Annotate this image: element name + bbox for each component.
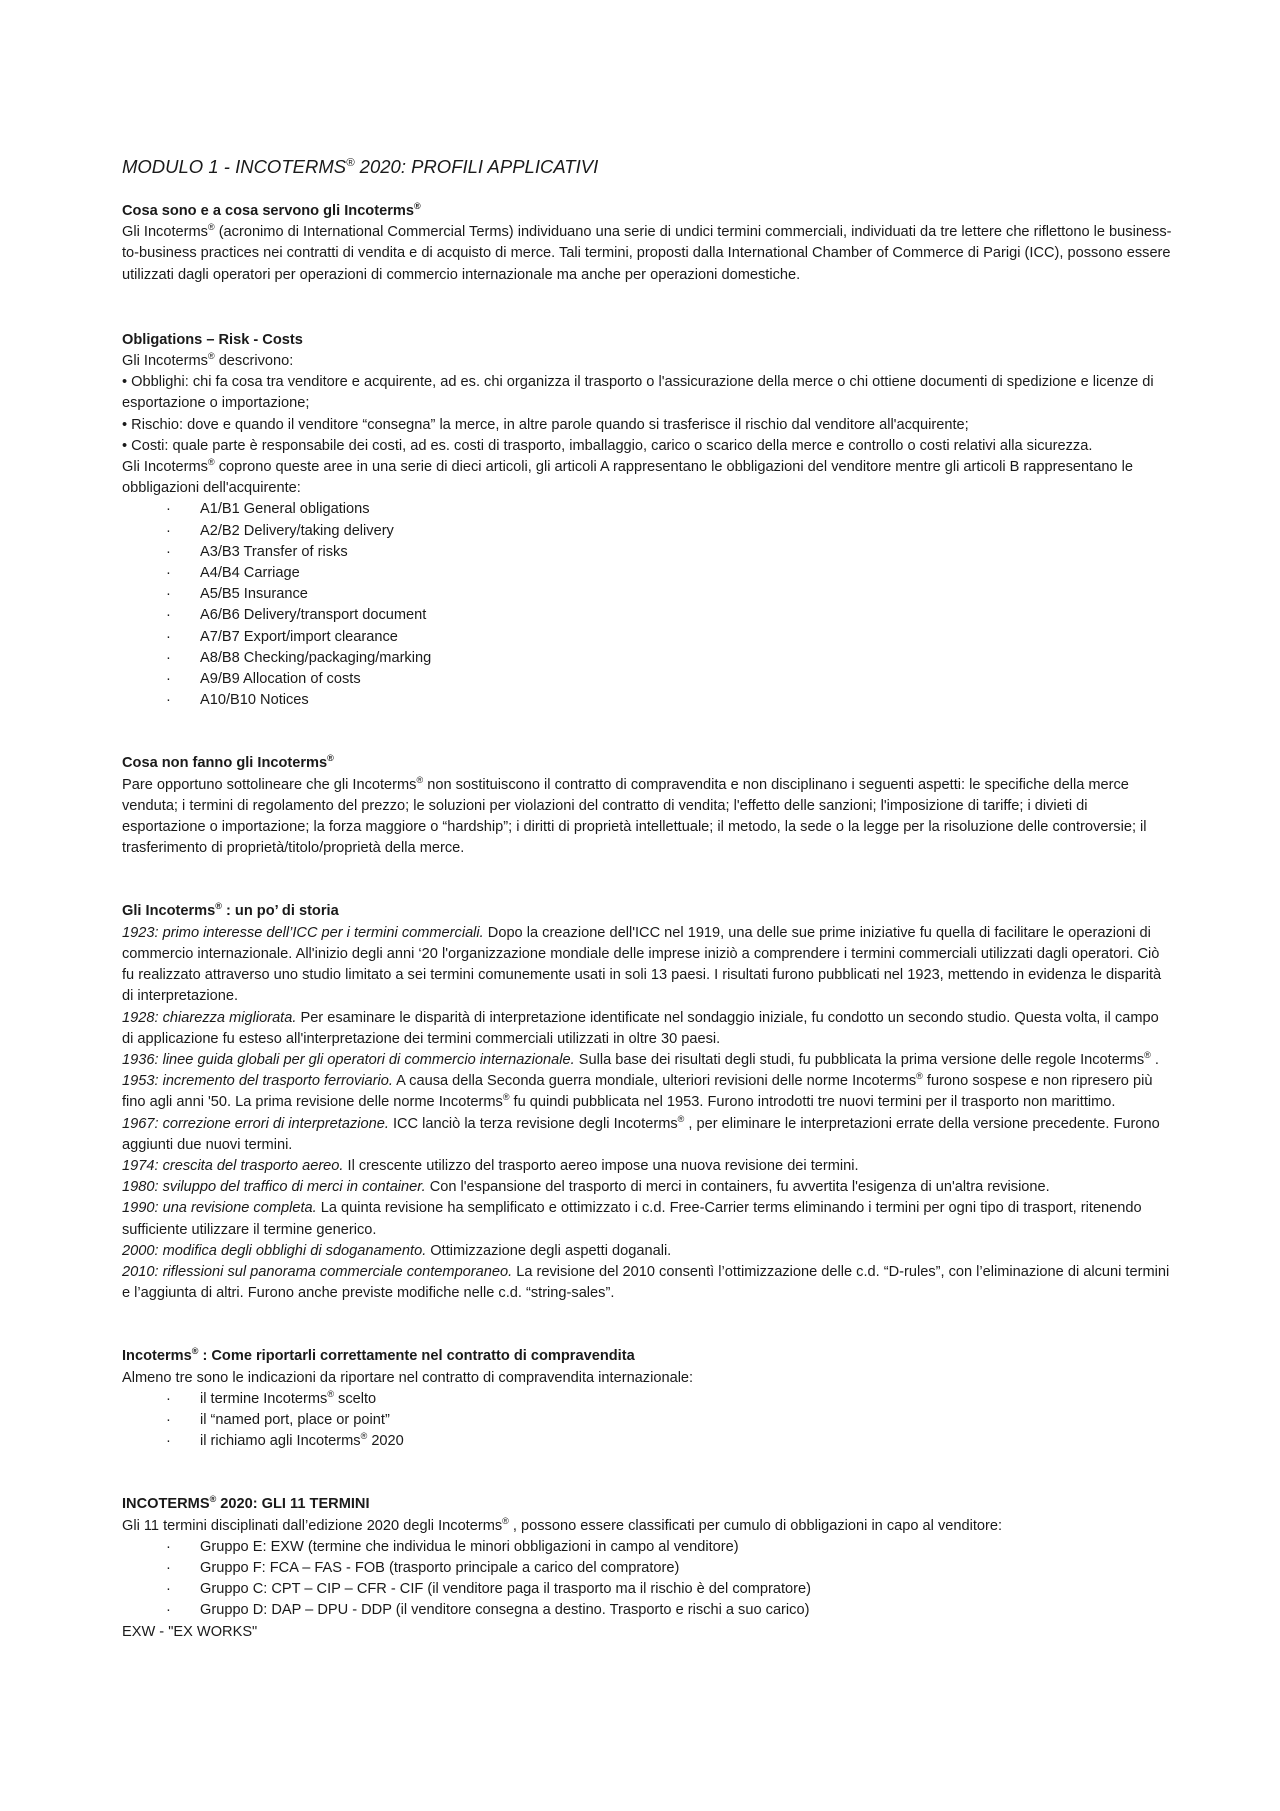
history-lead: 1928: chiarezza migliorata. (122, 1009, 297, 1026)
history-lead: 1980: sviluppo del traffico di merci in container. (122, 1179, 426, 1196)
document-title: MODULO 1 - INCOTERMS® 2020: PROFILI APPLICATIVI (122, 156, 599, 177)
list-item: · A2/B2 Delivery/taking delivery (122, 521, 1172, 542)
groups-list (122, 1537, 1172, 1622)
list-item: · A3/B3 Transfer of risks (122, 542, 1172, 563)
section-intro: Almeno tre sono le indicazioni da riportare nel contratto di compravendita internazionale: (122, 1369, 694, 1386)
history-entry (122, 1050, 1172, 1071)
registered-mark: ® (191, 1346, 199, 1357)
history-lead: 2000: modifica degli obblighi di sdoganamento. (122, 1242, 427, 1259)
registered-mark: ® (215, 901, 222, 912)
section-heading: Obligations – Risk - Costs (122, 331, 303, 348)
list-item: · A9/B9 Allocation of costs (122, 669, 1172, 690)
section-paragraph: Pare opportuno sottolineare che gli Incoterms® non sostituiscono il contratto di compravendita e non disciplinano i seguenti aspetti: le specifiche della merce venduta; i termini di regolamento del prezzo; le soluzioni per violazioni del contratto di vendita; l'effetto delle sanzioni; l'imposizione di tariffe; i divieti di esportazione o importazione; la forza maggiore o “hardship”; i diritti di proprietà intellettuale; il metodo, la sede o la legge per la risoluzione delle controversie; il trasferimento di proprietà/titolo/proprietà della merce. (122, 774, 1147, 857)
registered-mark: ® (327, 1388, 334, 1399)
history-entry (122, 1177, 1172, 1198)
section-heading: INCOTERMS® 2020: GLI 11 TERMINI (122, 1494, 370, 1513)
section-what-incoterms-dont-do (122, 753, 1172, 859)
history-entry (122, 1262, 1172, 1304)
history-text: Con l'espansione del trasporto di merci in containers, fu avvertita l'esigenza di un'altra revisione. (425, 1179, 1050, 1196)
history-text: La quinta revisione ha semplificato e ottimizzato i c.d. Free-Carrier terms eliminando i termini per ogni tipo di trasport, ritenendo sufficiente utilizzare il termine generico. (122, 1200, 1142, 1238)
registered-mark: ® (1144, 1050, 1151, 1061)
list-item: · Gruppo F: FCA – FAS - FOB (trasporto principale a carico del compratore) (122, 1558, 1172, 1579)
history-lead: 1953: incremento del trasporto ferroviario. (122, 1073, 393, 1090)
bullet-risk: • Rischio: dove e quando il venditore “consegna” la merce, in altre parole quando si trasferisce il rischio dal venditore all'acquirente; (122, 416, 969, 433)
section-paragraph: Gli Incoterms® (acronimo di International Commercial Terms) individuano una serie di undici termini commerciali, individuati da tre lettere che riflettono le business-to-business practices nei contratti di vendita e di acquisto di merce. Tali termini, proposti dalla International Chamber of Commerce di Parigi (ICC), possono essere utilizzati dagli operatori per operazioni di commercio internazionale ma anche per operazioni domestiche. (122, 222, 1172, 283)
list-item: · il “named port, place or point” (122, 1410, 1172, 1431)
section-history (122, 901, 1172, 1304)
registered-mark: ® (207, 351, 215, 362)
section-heading: Cosa sono e a cosa servono gli Incoterms® (122, 201, 421, 219)
section-intro: Gli Incoterms® descrivono: (122, 351, 294, 370)
section-how-to-report (122, 1346, 1172, 1452)
registered-mark: ® (346, 156, 355, 169)
history-entry (122, 1114, 1172, 1156)
history-lead: 1936: linee guida globali per gli operatori di commercio internazionale. (122, 1051, 575, 1068)
history-text: ICC lanciò la terza revisione degli Incoterms® , per eliminare le interpretazioni errate della versione precedente. Furono aggiunti due nuovi termini. (122, 1113, 1160, 1153)
registered-mark: ® (360, 1431, 368, 1442)
history-text: A causa della Seconda guerra mondiale, ulteriori revisioni delle norme Incoterms® furono sospese e non ripresero più fino agli anni '50. La prima revisione delle norme Incoterms® fu quindi pubblicata nel 1953. Furono introdotti tre nuovi termini per il trasporto non marittimo. (122, 1071, 1153, 1111)
registered-mark: ® (416, 774, 424, 785)
list-item: · A8/B8 Checking/packaging/marking (122, 648, 1172, 669)
section-heading: Incoterms® : Come riportarli correttamente nel contratto di compravendita (122, 1346, 635, 1365)
registered-mark: ® (502, 1092, 510, 1103)
exw-line: EXW - "EX WORKS" (122, 1623, 258, 1640)
history-entry (122, 1071, 1172, 1113)
bullet-costs: • Costi: quale parte è responsabile dei costi, ad es. costi di trasporto, imballaggio, carico o scarico della merce e controllo o costi relativi alla sicurezza. (122, 437, 1093, 454)
history-text: Il crescente utilizzo del trasporto aereo impose una nuova revisione dei termini. (343, 1157, 859, 1174)
list-item: · il richiamo agli Incoterms® 2020 (122, 1431, 1172, 1452)
list-item: · A7/B7 Export/import clearance (122, 627, 1172, 648)
list-item: · A4/B4 Carriage (122, 563, 1172, 584)
history-entry (122, 1156, 1172, 1177)
list-item: · A1/B1 General obligations (122, 499, 1172, 520)
registered-mark: ® (916, 1071, 923, 1082)
history-entry (122, 1198, 1172, 1240)
history-lead: 1990: una revisione completa. (122, 1200, 317, 1217)
history-lead: 2010: riflessioni sul panorama commerciale contemporaneo. (122, 1263, 513, 1280)
list-item: · A10/B10 Notices (122, 690, 1172, 711)
list-item: · Gruppo C: CPT – CIP – CFR - CIF (il venditore paga il trasporto ma il rischio è del compratore) (122, 1579, 1172, 1600)
registered-mark: ® (677, 1113, 685, 1124)
section-heading: Cosa non fanno gli Incoterms® (122, 753, 334, 772)
history-entry (122, 1241, 1172, 1262)
section-11-terms (122, 1494, 1172, 1642)
document-page (122, 155, 1172, 1643)
history-lead: 1967: correzione errori di interpretazione. (122, 1115, 389, 1132)
registered-mark: ® (207, 457, 215, 468)
history-entry (122, 1008, 1172, 1050)
history-text: Dopo la creazione dell'ICC nel 1919, una delle sue prime iniziative fu quella di facilitare le operazioni di commercio internazionale. All'inizio degli anni ‘20 l'organizzazione mondiale delle imprese iniziò a comprendere i termini commerciali utilizzati dagli operatori. Ciò fu realizzato attraverso uno studio limitato a sei termini comunemente usati in soli 13 paesi. I risultati furono pubblicati nel 1923, mettendo in evidenza le disparità di interpretazione. (122, 924, 1162, 1005)
history-text: La revisione del 2010 consentì l’ottimizzazione delle c.d. “D-rules”, con l’eliminazione di alcuni termini e l’aggiunta di altri. Furono anche previste modifiche nelle c.d. “string-sales”. (122, 1263, 1170, 1302)
section-what-are-incoterms (122, 201, 1172, 286)
registered-mark: ® (327, 753, 334, 764)
bullet-obligations: • Obblighi: chi fa cosa tra venditore e acquirente, ad es. chi organizza il trasporto o l'assicurazione della merce o chi ottiene documenti di spedizione e licenze di esportazione o importazione; (122, 374, 1154, 412)
history-text: Sulla base dei risultati degli studi, fu pubblicata la prima versione delle regole Incoterms® . (574, 1050, 1159, 1068)
history-text: Per esaminare le disparità di interpretazione identificate nel sondaggio iniziale, fu condotto un secondo studio. Questa volta, il campo di applicazione fu esteso all'interpretazione dei termini commerciali utilizzati in oltre 30 paesi. (122, 1009, 1159, 1047)
section-intro: Gli 11 termini disciplinati dall’edizione 2020 degli Incoterms® , possono essere classificati per cumulo di obbligazioni in capo al venditore: (122, 1515, 1003, 1534)
indications-list (122, 1389, 1172, 1453)
list-item: · Gruppo E: EXW (termine che individua le minori obbligazioni in campo al venditore) (122, 1537, 1172, 1558)
registered-mark: ® (207, 222, 215, 233)
history-entry (122, 923, 1172, 1008)
registered-mark: ® (209, 1494, 217, 1505)
registered-mark: ® (502, 1515, 509, 1526)
section-obligations-risk-costs (122, 330, 1172, 712)
list-item: · A5/B5 Insurance (122, 584, 1172, 605)
history-text: Ottimizzazione degli aspetti doganali. (426, 1242, 672, 1259)
registered-mark: ® (413, 201, 421, 212)
list-item: · il termine Incoterms® scelto (122, 1389, 1172, 1410)
history-lead: 1923: primo interesse dell’ICC per i termini commerciali. (122, 924, 484, 941)
history-lead: 1974: crescita del trasporto aereo. (122, 1157, 344, 1174)
list-item: · Gruppo D: DAP – DPU - DDP (il venditore consegna a destino. Trasporto e rischi a suo carico) (122, 1600, 1172, 1621)
list-item: · A6/B6 Delivery/transport document (122, 605, 1172, 626)
articles-list (122, 499, 1172, 711)
articles-intro: Gli Incoterms® coprono queste aree in una serie di dieci articoli, gli articoli A rappresentano le obbligazioni del venditore mentre gli articoli B rappresentano le obbligazioni dell'acquirente: (122, 457, 1133, 497)
section-heading: Gli Incoterms® : un po’ di storia (122, 901, 339, 920)
